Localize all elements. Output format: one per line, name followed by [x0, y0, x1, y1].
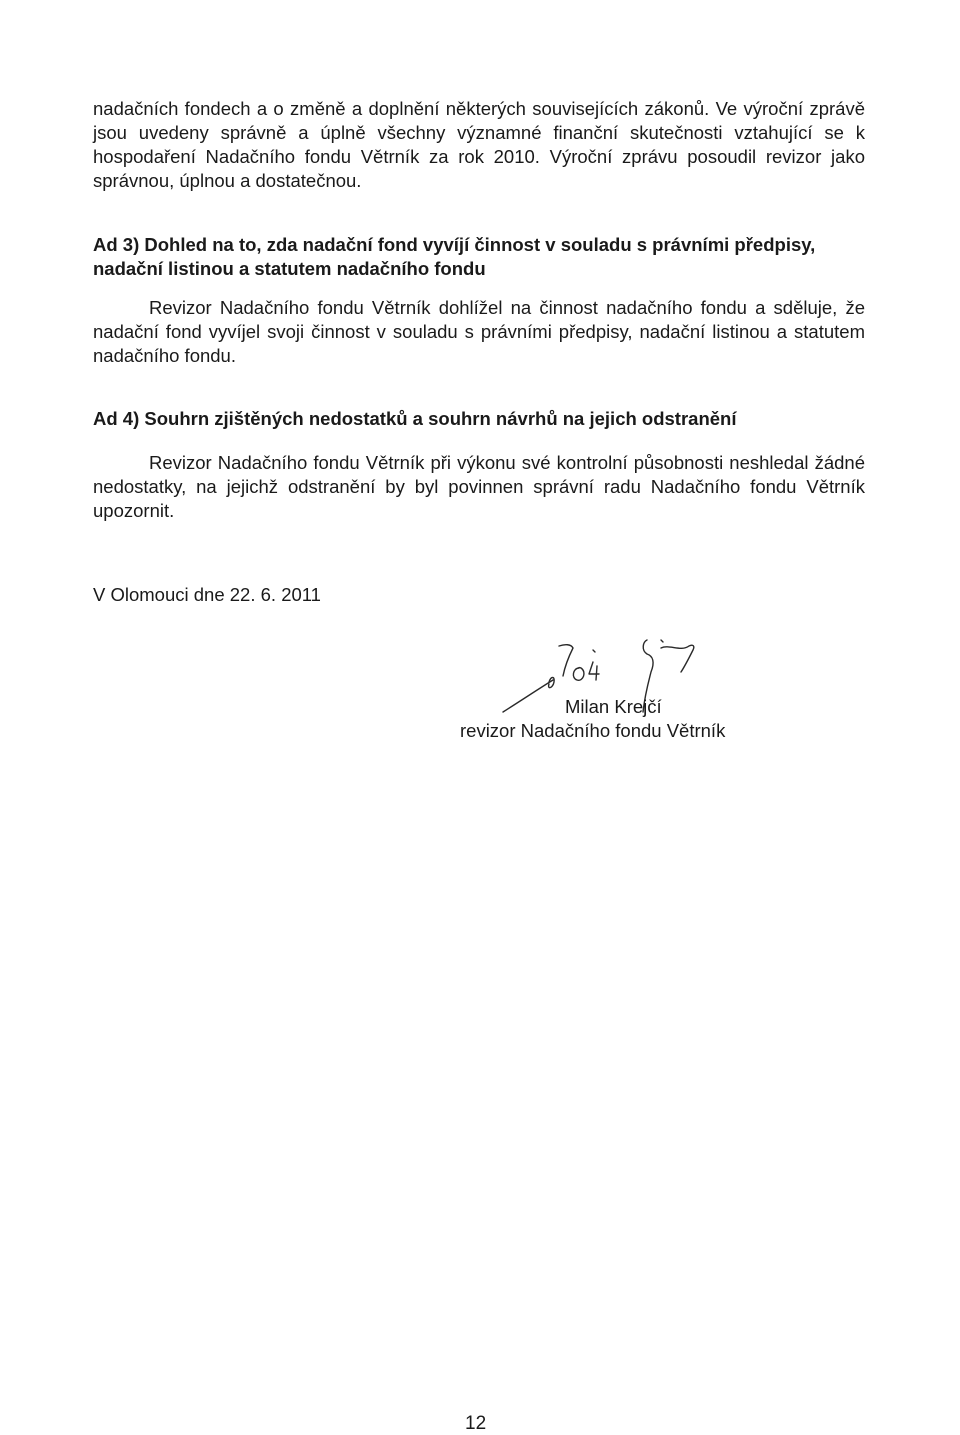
section-heading-4: Ad 4) Souhrn zjištěných nedostatků a souhrn návrhů na jejich odstranění [93, 408, 737, 429]
signatory-name: Milan Krejčí [565, 696, 662, 717]
section-heading-3: Ad 3) Dohled na to, zda nadační fond vyvíjí činnost v souladu s právními předpisy, nadační listinou a statutem nadačního fondu [93, 234, 816, 279]
signature-block [455, 632, 755, 752]
paragraph-deficiencies: Revizor Nadačního fondu Větrník při výkonu své kontrolní působnosti neshledal žádné nedostatky, na jejichž odstranění by byl povinnen správní radu Nadačního fondu Větrník upozornit. [93, 452, 865, 521]
paragraph-supervision: Revizor Nadačního fondu Větrník dohlížel na činnost nadačního fondu a sděluje, že nadační fond vyvíjel svoji činnost v souladu s právními předpisy, nadační listinou a statutem nadačního fondu. [93, 297, 865, 366]
place-and-date: V Olomouci dne 22. 6. 2011 [93, 584, 321, 605]
page-number: 12 [465, 1413, 487, 1434]
paragraph-results: nadačních fondech a o změně a doplnění některých souvisejících zákonů. Ve výroční zprávě jsou uvedeny správně a úplně všechny významné finanční skutečnosti vztahující se k hospodaření Nadačního fondu Větrník za rok 2010. Výroční zprávu posoudil revizor jako správnou, úplnou a dostatečnou. [93, 98, 865, 191]
signatory-role: revizor Nadačního fondu Větrník [460, 720, 726, 741]
